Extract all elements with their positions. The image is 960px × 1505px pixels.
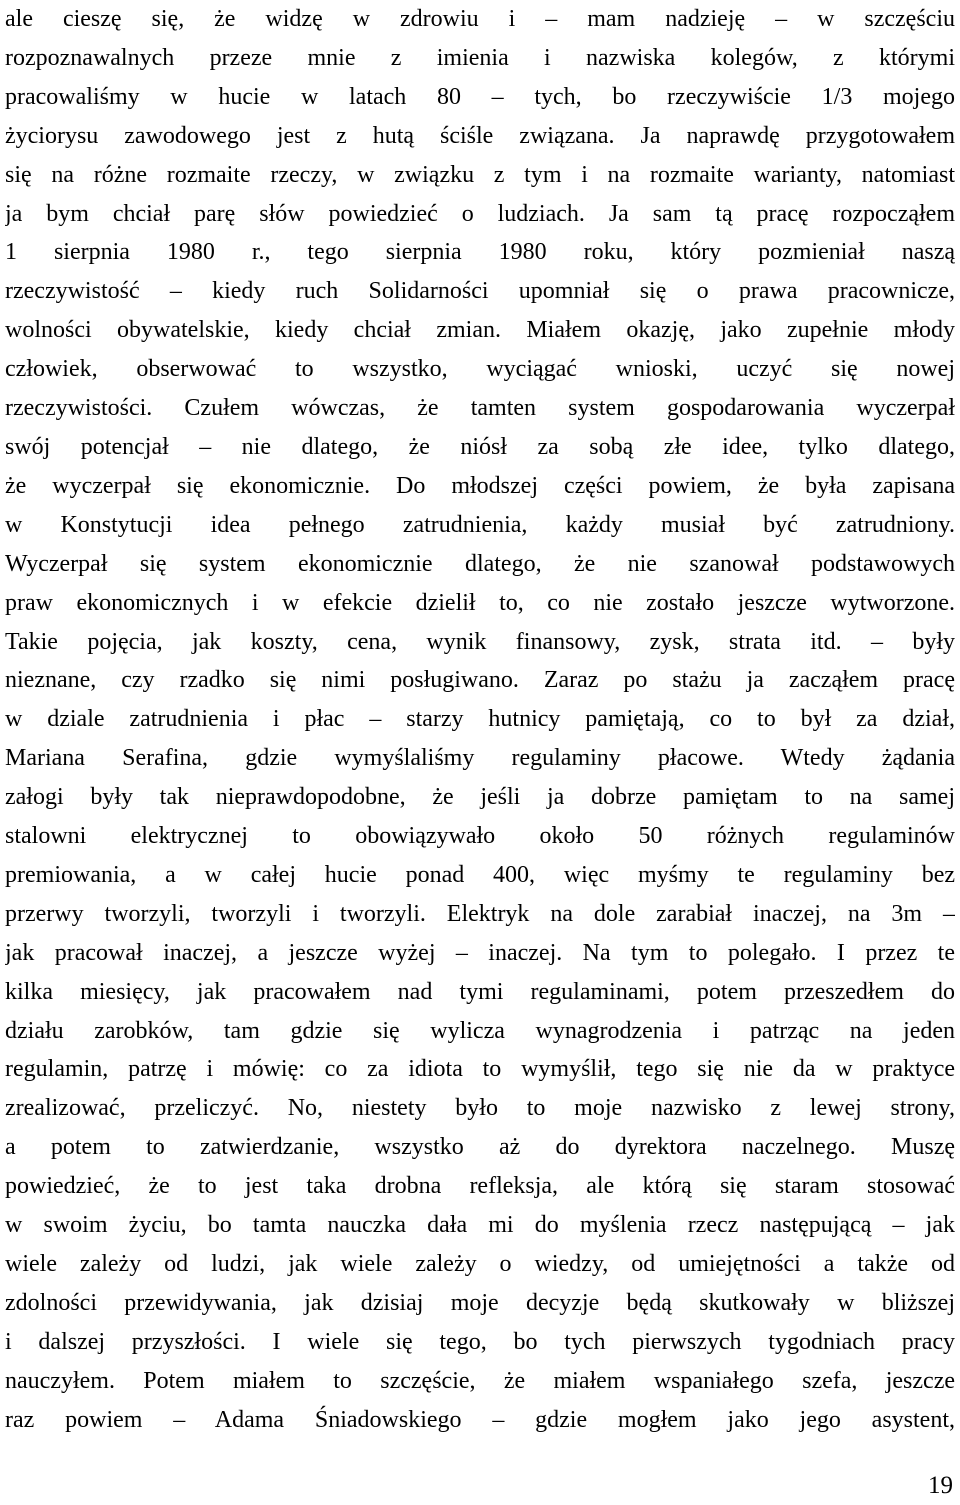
body-text — [5, 0, 955, 1440]
text-line: stalowni elektrycznej to obowiązywało około 50 różnych regulaminów — [5, 823, 955, 850]
text-line: człowiek, obserwować to wszystko, wyciągać wnioski, uczyć się nowej — [5, 356, 955, 383]
text-line: działu zarobków, tam gdzie się wylicza wynagrodzenia i patrząc na jeden — [5, 1017, 955, 1044]
text-line: w Konstytucji idea pełnego zatrudnienia, każdy musiał być zatrudniony. — [5, 511, 955, 538]
text-line: i dalszej przyszłości. I wiele się tego, bo tych pierwszych tygodniach pracy — [5, 1328, 955, 1355]
text-line: pracowaliśmy w hucie w latach 80 – tych, bo rzeczywiście 1/3 mojego — [5, 83, 955, 110]
text-line: kilka miesięcy, jak pracowałem nad tymi regulaminami, potem przeszedłem do — [5, 978, 955, 1005]
text-line: ja bym chciał parę słów powiedzieć o ludziach. Ja sam tą pracę rozpocząłem — [5, 200, 955, 227]
text-line: raz powiem – Adama Śniadowskiego – gdzie mogłem jako jego asystent, — [5, 1406, 955, 1433]
text-line: w dziale zatrudnienia i płac – starzy hutnicy pamiętają, co to był za dział, — [5, 706, 955, 733]
text-line: rozpoznawalnych przeze mnie z imienia i nazwiska kolegów, z którymi — [5, 44, 955, 71]
text-line: regulamin, patrzę i mówię: co za idiota to wymyślił, tego się nie da w praktyce — [5, 1056, 955, 1083]
text-line: zrealizować, przeliczyć. No, niestety było to moje nazwisko z lewej strony, — [5, 1095, 955, 1122]
text-line: rzeczywistości. Czułem wówczas, że tamten system gospodarowania wyczerpał — [5, 395, 955, 422]
text-line: ale cieszę się, że widzę w zdrowiu i – mam nadzieję – w szczęściu — [5, 6, 955, 32]
text-line: życiorysu zawodowego jest z hutą ściśle związana. Ja naprawdę przygotowałem — [5, 122, 955, 149]
text-line: nieznane, czy rzadko się nimi posługiwano. Zaraz po stażu ja zacząłem pracę — [5, 667, 955, 694]
text-line: nauczyłem. Potem miałem to szczęście, że miałem wspaniałego szefa, jeszcze — [5, 1367, 955, 1394]
text-line: Mariana Serafina, gdzie wymyślaliśmy regulaminy płacowe. Wtedy żądania — [5, 745, 955, 772]
text-line: praw ekonomicznych i w efekcie dzielił to, co nie zostało jeszcze wytworzone. — [5, 589, 955, 616]
text-line: wolności obywatelskie, kiedy chciał zmian. Miałem okazję, jako zupełnie młody — [5, 317, 955, 344]
text-line: jak pracował inaczej, a jeszcze wyżej – inaczej. Na tym to polegało. I przez te — [5, 939, 955, 966]
text-line: przerwy tworzyli, tworzyli i tworzyli. Elektryk na dole zarabiał inaczej, na 3m – — [5, 900, 955, 927]
page-number: 19 — [928, 1472, 953, 1499]
text-line: powiedzieć, że to jest taka drobna refleksja, ale którą się staram stosować — [5, 1173, 955, 1200]
text-line: premiowania, a w całej hucie ponad 400, więc myśmy te regulaminy bez — [5, 861, 955, 888]
text-line: wiele zależy od ludzi, jak wiele zależy o wiedzy, od umiejętności a także od — [5, 1251, 955, 1277]
text-line: zdolności przewidywania, jak dzisiaj moje decyzje będą skutkowały w bliższej — [5, 1289, 955, 1316]
text-line: swój potencjał – nie dlatego, że niósł za sobą złe idee, tylko dlatego, — [5, 433, 955, 460]
text-line: Wyczerpał się system ekonomicznie dlatego, że nie szanował podstawowych — [5, 550, 955, 577]
text-line: się na różne rozmaite rzeczy, w związku z tym i na rozmaite warianty, natomiast — [5, 161, 955, 188]
text-line: rzeczywistość – kiedy ruch Solidarności upomniał się o prawa pracownicze, — [5, 278, 955, 305]
text-line: w swoim życiu, bo tamta nauczka dała mi do myślenia rzecz następującą – jak — [5, 1212, 955, 1239]
text-line: załogi były tak nieprawdopodobne, że jeśli ja dobrze pamiętam to na samej — [5, 784, 955, 811]
text-line: Takie pojęcia, jak koszty, cena, wynik finansowy, zysk, strata itd. – były — [5, 628, 955, 655]
text-line: 1 sierpnia 1980 r., tego sierpnia 1980 roku, który pozmieniał naszą — [5, 239, 955, 266]
text-line: że wyczerpał się ekonomicznie. Do młodszej części powiem, że była zapisana — [5, 472, 955, 499]
text-line: a potem to zatwierdzanie, wszystko aż do dyrektora naczelnego. Muszę — [5, 1134, 955, 1161]
